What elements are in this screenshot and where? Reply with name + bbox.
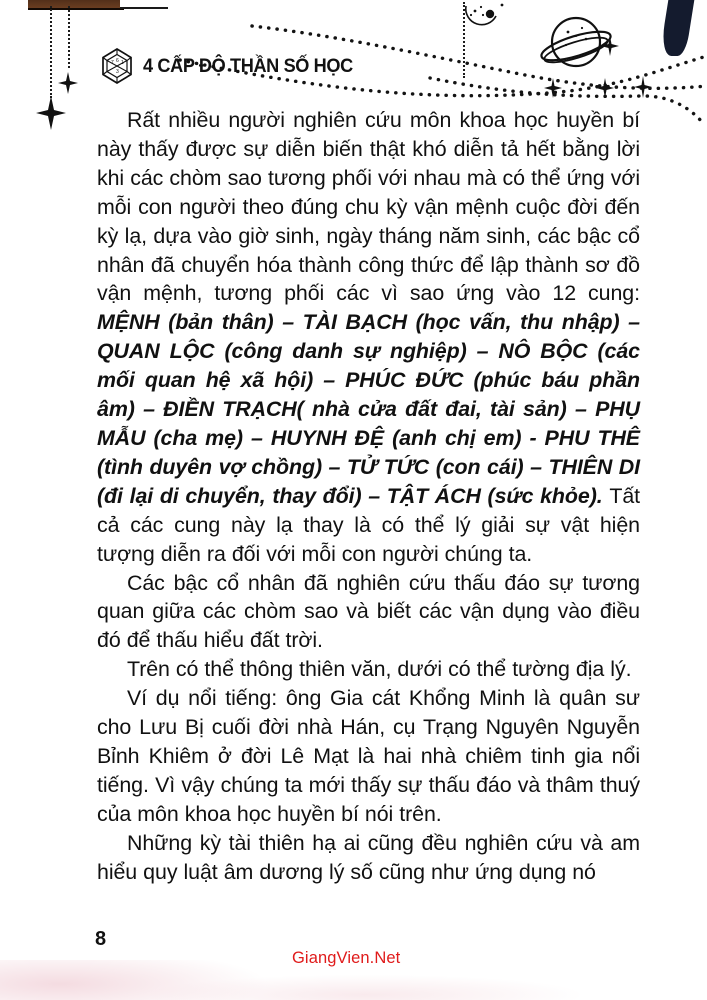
four-point-star-icon [36,96,66,130]
svg-text:1: 1 [121,60,124,66]
saturn-planet-icon [538,12,616,80]
paragraph [97,569,640,656]
running-head-title: 4 CẤP ĐỘ THẦN SỐ HỌC [143,54,353,77]
text-run: Tất cả các cung này lạ thay là có thể lý giải sự vật hiện tượng diễn ra đối với mỗi con người chúng ta. [97,483,640,566]
crescent-moon-icon [462,2,512,41]
paragraph [97,106,640,569]
svg-text:6: 6 [116,58,119,64]
text-run: Những kỳ tài thiên hạ ai cũng đều nghiên cứu và am hiểu quy luật âm dương lý số cũng như ứng dụng nó [97,830,640,884]
dotted-guide-line [50,6,52,98]
book-spine-bar [28,0,124,10]
svg-text:3: 3 [116,69,119,75]
four-point-star-icon [544,78,562,98]
text-run: Các bậc cổ nhân đã nghiên cứu thấu đáo sự tương quan giữa các chòm sao và biết các vận dụng vào điều đó để thấu hiểu đất trời. [97,570,640,653]
paragraph [97,829,640,887]
corner-decoration-shape [659,0,696,56]
text-run: Rất nhiều người nghiên cứu môn khoa học huyền bí này thấy được sự diễn biến thật khó diễn tả hết bằng lời khi các chòm sao tương phối với nhau mà có thể ứng với mỗi con người theo đúng chu kỳ vận mệnh cuộc đời đến kỳ lạ, dựa vào giờ sinh, ngày tháng năm sinh, các bậc cổ nhân đã chuyển hóa thành công thức để lập thành sơ đồ vận mệnh, tương phối các vì sao ứng vào 12 cung: [97,108,640,306]
four-point-star-icon [634,76,652,98]
four-point-star-icon [58,72,78,94]
watermark: GiangVien.Net [292,949,401,967]
body-text-column [97,106,640,886]
scan-artifact [150,975,580,1000]
paragraph [97,684,640,829]
running-head [100,48,369,84]
text-run: Trên có thể thông thiên văn, dưới có thể tường địa lý. [127,657,632,682]
text-run-emphasis: MỆNH (bản thân) – TÀI BẠCH (học vấn, thu nhập) – QUAN LỘC (công danh sự nghiệp) – NÔ BỘC (các mối quan hệ xã hội) – PHÚC ĐỨC (phúc báu phần âm) – ĐIỀN TRẠCH( nhà cửa đất đai, tài sản) – PHỤ MẪU (cha mẹ) – HUYNH ĐỆ (anh chị em) - PHU THÊ (tình duyên vợ chồng) – TỬ TỨC (con cái) – THIÊN DI (đi lại di chuyển, thay đổi) – TẬT ÁCH (sức khỏe). [97,310,640,508]
dotted-guide-line [68,6,70,68]
paragraph [97,655,640,684]
text-run: Ví dụ nổi tiếng: ông Gia cát Khổng Minh là quân sư cho Lưu Bị cuối đời nhà Hán, cụ Trạng Nguyên Nguyễn Bỉnh Khiêm ở đời Lê Mạt là hai nhà chiêm tinh gia nổi tiếng. Vì vậy chúng ta mới thấy sự thấu đáo và thâm thuý của môn khoa học huyền bí nói trên. [97,686,640,826]
page-number: 8 [95,928,107,950]
four-point-star-icon [596,78,614,98]
book-spine-highlight [120,0,168,9]
icosahedron-dice-icon [100,48,134,84]
svg-text:7: 7 [111,60,114,66]
